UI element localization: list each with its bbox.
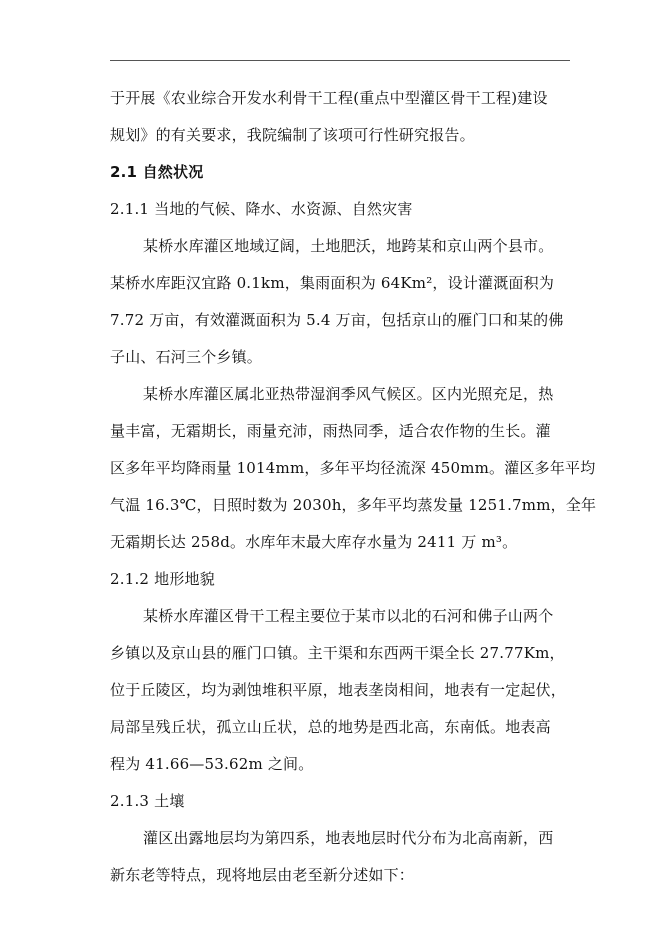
text-line: 乡镇以及京山县的雁门口镇。主干渠和东西两干渠全长 27.77Km， — [110, 644, 565, 662]
text-line: 程为 41.66—53.62m 之间。 — [110, 755, 314, 773]
text-line: 于开展《农业综合开发水利骨干工程(重点中型灌区骨干工程)建设 — [110, 89, 548, 107]
section-heading-2-1: 2.1 自然状况 — [110, 163, 204, 181]
page-header-rule — [110, 60, 570, 61]
text-line: 子山、石河三个乡镇。 — [110, 348, 263, 366]
text-line: 新东老等特点，现将地层由老至新分述如下： — [110, 866, 415, 884]
text-line: 某桥水库灌区骨干工程主要位于某市以北的石河和佛子山两个 — [143, 607, 554, 625]
text-line: 规划》的有关要求，我院编制了该项可行性研究报告。 — [110, 126, 475, 144]
soil-paragraph — [110, 820, 572, 894]
climate-paragraph-2 — [110, 376, 597, 561]
text-line: 7.72 万亩，有效灌溉面积为 5.4 万亩，包括京山的雁门口和某的佛 — [110, 311, 564, 329]
terrain-paragraph — [110, 598, 572, 783]
section-heading-2-1-2: 2.1.2 地形地貌 — [110, 570, 215, 588]
text-line: 灌区出露地层均为第四系，地表地层时代分布为北高南新，西 — [143, 829, 554, 847]
text-line: 某桥水库灌区属北亚热带湿润季风气候区。区内光照充足，热 — [143, 385, 554, 403]
text-line: 位于丘陵区，均为剥蚀堆积平原，地表垄岗相间，地表有一定起伏， — [110, 681, 567, 699]
text-line: 区多年平均降雨量 1014mm，多年平均径流深 450mm。灌区多年平均 — [110, 459, 596, 477]
text-line: 某桥水库距汉宜路 0.1km，集雨面积为 64Km²，设计灌溉面积为 — [110, 274, 555, 292]
document-body — [110, 80, 597, 894]
section-heading-2-1-3: 2.1.3 土壤 — [110, 792, 185, 810]
text-line: 量丰富，无霜期长，雨量充沛，雨热同季，适合农作物的生长。灌 — [110, 422, 551, 440]
section-heading-2-1-1: 2.1.1 当地的气候、降水、水资源、自然灾害 — [110, 200, 413, 218]
text-line: 局部呈残丘状，孤立山丘状，总的地势是西北高，东南低。地表高 — [110, 718, 551, 736]
climate-paragraph-1 — [110, 228, 572, 376]
text-line: 无霜期长达 258d。水库年末最大库存水量为 2411 万 m³。 — [110, 533, 518, 551]
text-line: 某桥水库灌区地域辽阔，土地肥沃，地跨某和京山两个县市。 — [143, 237, 554, 255]
intro-paragraph — [110, 80, 572, 154]
text-line: 气温 16.3℃，日照时数为 2030h，多年平均蒸发量 1251.7mm，全年 — [110, 496, 597, 514]
